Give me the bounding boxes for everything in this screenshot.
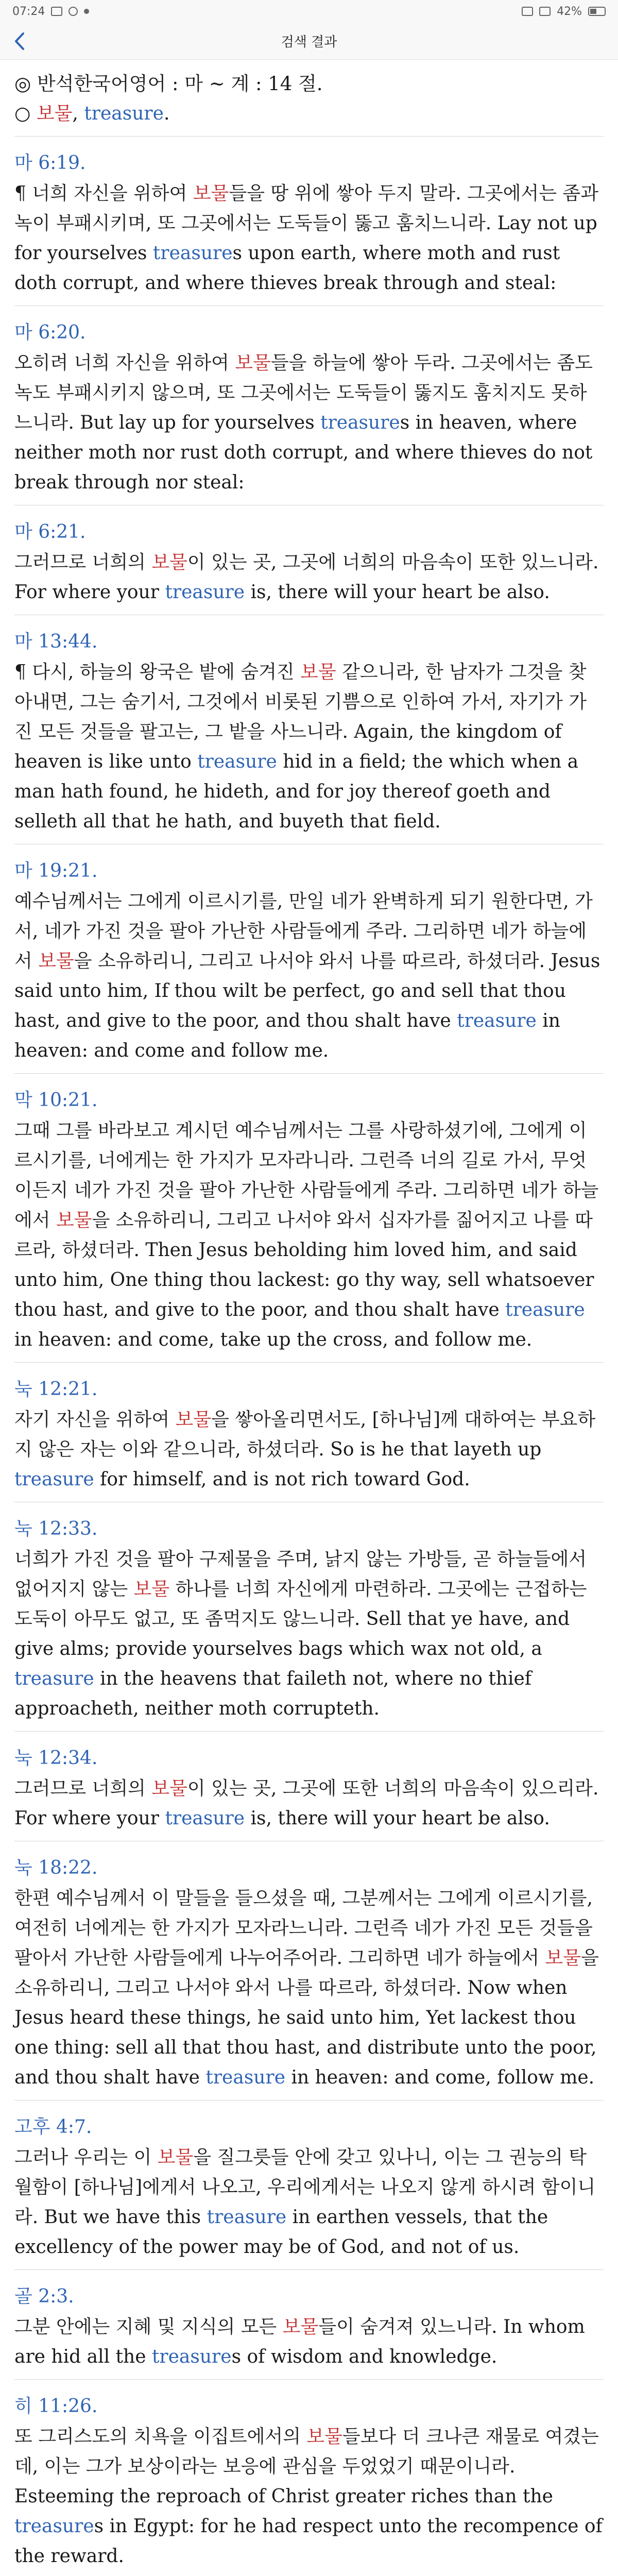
highlight-english: treasure — [84, 103, 164, 124]
verse-body — [14, 348, 604, 498]
verse-body — [14, 657, 604, 837]
verse-text-segment: 또 그리스도의 치욕을 이집트에서의 — [14, 2426, 307, 2447]
verse-reference-link[interactable]: 마 6:19. — [14, 152, 86, 174]
highlight-korean: 보물 — [282, 2316, 319, 2337]
verse-text-segment: 오히려 너희 자신을 위하여 — [14, 352, 235, 374]
verse-reference-link[interactable]: 마 19:21. — [14, 860, 98, 882]
verse-body — [14, 887, 604, 1066]
highlight-korean: 보물 — [545, 1947, 581, 1969]
verse-reference-link[interactable]: 막 10:21. — [14, 1090, 98, 1111]
highlight-english: treasure — [14, 2516, 94, 2537]
verse-body — [14, 2312, 604, 2372]
verse-text-segment: 하나를 너희 자신에게 마련하라. 그곳에는 근접하는 도둑이 아무도 없고, 또 좀먹지도 않느니라. Sell that ye have, and give alms; provide yourselves bags which wax not old, a — [14, 1579, 587, 1659]
verse-text-segment: . — [163, 103, 170, 124]
status-left — [12, 5, 89, 18]
keyword-line — [14, 99, 604, 129]
highlight-korean: 보물 — [56, 1210, 92, 1231]
verse-entry[interactable] — [14, 505, 604, 615]
battery-icon — [588, 7, 606, 16]
highlight-korean: 보물 — [175, 1409, 212, 1430]
notification-icon — [51, 7, 62, 16]
status-right — [522, 5, 606, 18]
verse-entry[interactable] — [14, 2379, 604, 2576]
verse-entry[interactable] — [14, 844, 604, 1073]
highlight-english: treasure — [152, 243, 233, 264]
highlight-korean: 보물 — [193, 183, 229, 204]
verse-body — [14, 1116, 604, 1355]
verse-reference-link[interactable]: 마 6:21. — [14, 521, 86, 543]
verse-text-segment: 들을 하늘에 쌓아 두라. 그곳에서는 좀도 녹도 부패시키지 않으며, 또 그곳에서는 도둑들이 뚫지도 훔치지도 못하느니라. But lay up for yourselves — [14, 352, 593, 433]
verse-entry[interactable] — [14, 1362, 604, 1502]
verse-text-segment: is, there will your heart be also. — [245, 582, 550, 603]
highlight-english: treasure — [14, 1469, 94, 1490]
highlight-english: treasure — [197, 751, 277, 772]
verse-text-segment: for himself, and is not rich toward God. — [94, 1469, 470, 1490]
dictionary-title: ◎ 반석한국어영어 : 마 ~ 계 : 14 절. — [14, 73, 323, 95]
verse-body — [14, 2143, 604, 2262]
verse-text-segment: ¶ 너희 자신을 위하여 — [14, 183, 193, 204]
verse-text-segment: in heaven: and come, follow me. — [285, 2067, 595, 2088]
verse-reference-link[interactable]: 눅 12:34. — [14, 1748, 98, 1769]
verse-text-segment: 그러므로 너희의 — [14, 1778, 152, 1799]
verse-reference-link[interactable]: 눅 18:22. — [14, 1857, 98, 1878]
highlight-korean: 보물 — [38, 951, 74, 972]
verse-text-segment: 같으니라, 한 남자가 그것을 찾아내면, 그는 숨기서, 그것에서 비롯된 기쁨으로 인하여 가서, 자기가 가진 모든 것들을 팔고는, 그 밭을 사느니라. Again, the kingdom of heaven is like unto — [14, 662, 587, 772]
verse-reference-link[interactable]: 골 2:3. — [14, 2286, 74, 2307]
highlight-english: treasure — [151, 2346, 232, 2367]
chevron-left-icon — [14, 32, 25, 50]
verse-text-segment: ¶ 다시, 하늘의 왕국은 밭에 숨겨진 — [14, 662, 301, 683]
highlight-korean: 보물 — [157, 2147, 194, 2168]
verse-text-segment: 그분 안에는 지혜 및 지식의 모든 — [14, 2316, 283, 2337]
highlight-korean: 보물 — [235, 352, 271, 374]
verse-text-segment: 자기 자신을 위하여 — [14, 1409, 176, 1430]
verse-text-segment: 그러므로 너희의 — [14, 552, 152, 573]
verse-reference-link[interactable]: 눅 12:21. — [14, 1379, 98, 1400]
highlight-korean: 보물 — [306, 2426, 342, 2447]
verse-text-segment: 을 소유하리니, 그리고 나서야 와서 나를 따르라, 하셨더라. Jesus said unto him, If thou wilt be perfect, go and sell that thou hast, and give to the poor, and thou shalt have — [14, 951, 600, 1031]
verse-text-segment: 이 있는 곳, 그곳에 너희의 마음속이 또한 있느니라. For where your — [14, 552, 599, 603]
status-bar — [0, 0, 618, 23]
verse-text-segment: s upon earth, where moth and rust doth corrupt, and where thieves break through and steal: — [14, 243, 560, 294]
dot-icon — [84, 9, 89, 14]
back-button[interactable] — [7, 29, 32, 54]
verse-text-segment: in earthen vessels, that the excellency of the power may be of God, and not of us. — [14, 2207, 548, 2258]
wifi-icon — [522, 7, 533, 16]
app-icon — [68, 7, 78, 16]
verse-text-segment: , — [72, 103, 84, 124]
verse-text-segment: 이 있는 곳, 그곳에 또한 너희의 마음속이 있으리라. For where your — [14, 1778, 599, 1829]
verse-entry[interactable] — [14, 615, 604, 844]
verse-text-segment: 을 소유하리니, 그리고 나서야 와서 십자가를 짊어지고 나를 따르라, 하셨더라. Then Jesus beholding him loved him, and said unto him, One thing thou lackest: go thy way, sell whatsoever thou hast, and give to the poor, and thou shalt have — [14, 1210, 594, 1320]
verse-entry[interactable] — [14, 1073, 604, 1362]
search-results — [0, 60, 618, 2576]
battery-percent: 42% — [557, 5, 582, 18]
app-header — [0, 23, 618, 60]
verse-entry[interactable] — [14, 1731, 604, 1841]
verse-text-segment: s in Egypt: for he had respect unto the recompence of the reward. — [14, 2516, 603, 2567]
verse-reference-link[interactable]: 눅 12:33. — [14, 1518, 98, 1539]
highlight-english: treasure — [165, 1808, 245, 1829]
verse-reference-link[interactable]: 마 13:44. — [14, 631, 98, 652]
highlight-english: treasure — [14, 1668, 94, 1689]
highlight-english: treasure — [165, 582, 245, 603]
verse-reference-link[interactable]: 마 6:20. — [14, 322, 86, 343]
verse-text-segment: ○ — [14, 103, 37, 124]
verse-entry[interactable] — [14, 136, 604, 306]
highlight-english: treasure — [320, 412, 400, 433]
verse-entry[interactable] — [14, 2269, 604, 2379]
verse-body — [14, 548, 604, 607]
verse-text-segment: 그러나 우리는 이 — [14, 2147, 158, 2168]
verse-text-segment: 을 쌓아올리면서도, [하나님]께 대하여는 부요하지 않은 자는 이와 같으니라, 하셨더라. So is he that layeth up — [14, 1409, 596, 1460]
verse-text-segment: 너희가 가진 것을 팔아 구제물을 주며, 낡지 않는 가방들, 곧 하늘들에서 없어지지 않는 — [14, 1549, 587, 1600]
verse-text-segment: in heaven: and come and follow me. — [14, 1010, 560, 1061]
highlight-english: treasure — [207, 2207, 287, 2228]
highlight-korean: 보물 — [300, 662, 336, 683]
verse-entry[interactable] — [14, 1841, 604, 2100]
highlight-english: treasure — [205, 2067, 285, 2088]
verse-body — [14, 1545, 604, 1724]
verse-reference-link[interactable]: 히 11:26. — [14, 2396, 98, 2417]
verse-text-segment: in heaven: and come, take up the cross, and follow me. — [14, 1329, 533, 1350]
verse-text-segment: 들이 숨겨져 있느니라. In whom are hid all the — [14, 2316, 585, 2367]
verse-entry[interactable] — [14, 2100, 604, 2269]
verse-body — [14, 1774, 604, 1834]
verse-text-segment: 예수님께서는 그에게 이르시기를, 만일 네가 완벽하게 되기 원한다면, 가서, 네가 가진 것을 팔아 가난한 사람들에게 주라. 그리하면 네가 하늘에서 — [14, 891, 593, 972]
verse-text-segment: 들을 땅 위에 쌓아 두지 말라. 그곳에서는 좀과 녹이 부패시키며, 또 그곳에서는 도둑들이 뚫고 훔치느니라. Lay not up for yourselves — [14, 183, 598, 264]
verse-text-segment: s of wisdom and knowledge. — [231, 2346, 497, 2367]
page-title: 검색 결과 — [281, 35, 337, 50]
verse-text-segment: 을 소유하리니, 그리고 나서야 와서 나를 따르라, 하셨더라. Now when Jesus heard these things, he said unto him, Yet lackest thou one thing: sell all that thou hast, and distribute unto the poor, and thou shalt have — [14, 1947, 599, 2088]
verse-text-segment: is, there will your heart be also. — [245, 1808, 550, 1829]
verse-entry[interactable] — [14, 306, 604, 505]
verse-body — [14, 1405, 604, 1495]
verse-text-segment: s in heaven, where neither moth nor rust doth corrupt, and where thieves do not break through nor steal: — [14, 412, 593, 493]
entry-list — [14, 136, 604, 2576]
highlight-korean: 보물 — [133, 1579, 170, 1600]
verse-reference-link[interactable]: 고후 4:7. — [14, 2116, 92, 2138]
verse-text-segment: hid in a field; the which when a man hath found, he hideth, and for joy thereof goeth and selleth all that he hath, and buyeth that field. — [14, 751, 579, 832]
highlight-korean: 보물 — [151, 552, 187, 573]
verse-text-segment: in the heavens that faileth not, where no thief approacheth, neither moth corrupteth. — [14, 1668, 532, 1719]
highlight-english: treasure — [505, 1299, 585, 1320]
highlight-english: treasure — [457, 1010, 537, 1031]
highlight-korean: 보물 — [151, 1778, 187, 1799]
highlight-korean: 보물 — [36, 103, 73, 124]
verse-body — [14, 179, 604, 298]
verse-body — [14, 1884, 604, 2093]
signal-icon — [539, 7, 551, 16]
verse-text-segment: 을 질그릇들 안에 갖고 있나니, 이는 그 권능의 탁월함이 [하나님]에게서 나오고, 우리에게서는 나오지 않게 하시려 함이니라. But we have this — [14, 2147, 596, 2228]
status-time: 07:24 — [12, 5, 45, 18]
verse-text-segment: 한편 예수님께서 이 말들을 들으셨을 때, 그분께서는 그에게 이르시기를, 여전히 너에게는 한 가지가 모자라느니라. 그런즉 네가 가진 모든 것들을 팔아서 가난한 사람들에게 나누어주어라. 그리하면 네가 하늘에서 — [14, 1888, 593, 1969]
verse-body — [14, 2422, 604, 2571]
verse-text-segment: 그때 그를 바라보고 계시던 예수님께서는 그를 사랑하셨기에, 그에게 이르시기를, 너에게는 한 가지가 모자라니라. 그런즉 너의 길로 가서, 무엇이든지 네가 가진 것을 팔아 가난한 사람들에게 주라. 그리하면 네가 하늘에서 — [14, 1120, 599, 1231]
verse-text-segment: 들보다 더 크나큰 재물로 여겼는데, 이는 그가 보상이라는 보응에 관심을 두었었기 때문이니라. Esteeming the reproach of Christ greater riches than the — [14, 2426, 599, 2507]
verse-entry[interactable] — [14, 1502, 604, 1731]
